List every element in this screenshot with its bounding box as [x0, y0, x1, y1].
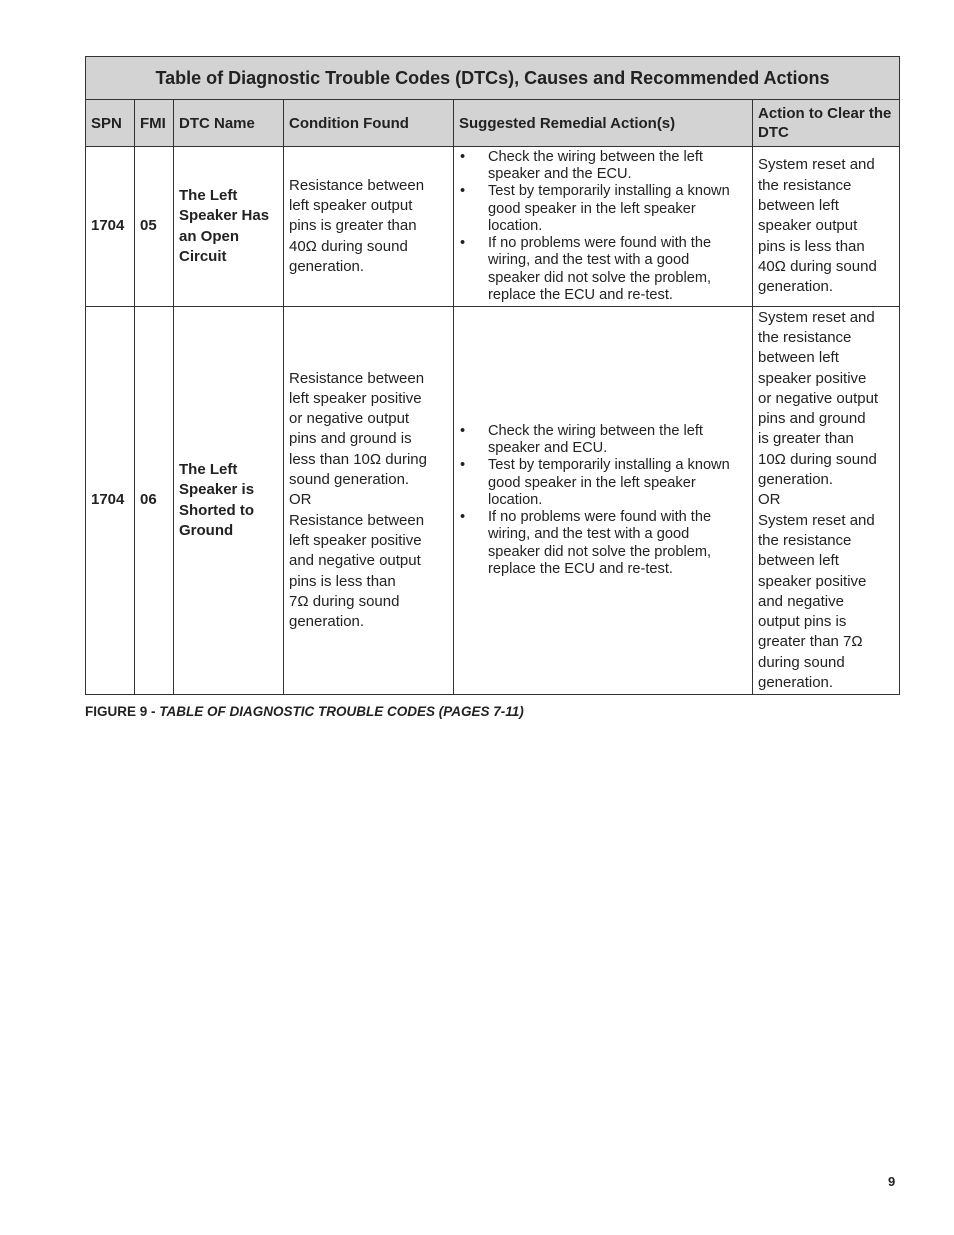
- condition-line: and negative output: [289, 552, 421, 570]
- clear-line: System reset and: [758, 308, 875, 326]
- dtc-name-line: an Open: [179, 227, 240, 245]
- clear-line: 40Ω during sound: [758, 257, 877, 275]
- header-remedial: Suggested Remedial Action(s): [454, 100, 753, 147]
- clear-line: during sound: [758, 653, 845, 671]
- header-dtc-name: DTC Name: [174, 100, 284, 147]
- remedial-item: [459, 149, 748, 183]
- header-condition: Condition Found: [284, 100, 454, 147]
- clear-line: generation.: [758, 278, 834, 296]
- condition-line: generation.: [289, 613, 365, 631]
- clear-line: or negative output: [758, 389, 879, 407]
- dtc-name-line: Shorted to: [179, 501, 254, 519]
- remedial-item: [459, 509, 748, 578]
- remedial-line: wiring, and the test with a good: [488, 252, 690, 269]
- clear-line: generation.: [758, 471, 834, 489]
- remedial-line: • Test by temporarily installing a known: [488, 457, 730, 474]
- remedial-item: [459, 423, 748, 457]
- remedial-line: location.: [488, 217, 543, 234]
- clear-line: OR: [758, 491, 781, 509]
- dtc-name-line: Circuit: [179, 247, 227, 265]
- condition-line: or negative output: [289, 410, 410, 428]
- header-spn: SPN: [86, 100, 135, 147]
- fmi-cell: 06: [135, 307, 174, 695]
- condition-line: pins is greater than: [289, 217, 417, 235]
- remedial-list: [459, 149, 748, 304]
- fmi-cell: 05: [135, 147, 174, 307]
- condition-line: left speaker positive: [289, 531, 422, 549]
- condition-line: 7Ω during sound: [289, 592, 400, 610]
- clear-cell: [753, 307, 900, 695]
- remedial-line: location.: [488, 491, 543, 508]
- header-clear: Action to Clear the DTC: [753, 100, 900, 147]
- remedial-line: wiring, and the test with a good: [488, 526, 690, 543]
- remedial-line: speaker did not solve the problem,: [488, 543, 712, 560]
- condition-line: generation.: [289, 257, 365, 275]
- clear-line: pins and ground: [758, 410, 866, 428]
- clear-line: 10Ω during sound: [758, 450, 877, 468]
- condition-line: Resistance between: [289, 176, 425, 194]
- spn-cell: 1704: [86, 147, 135, 307]
- spn-cell: 1704: [86, 307, 135, 695]
- clear-line: between left: [758, 552, 839, 570]
- remedial-line: • If no problems were found with the: [488, 235, 712, 252]
- condition-line: left speaker positive: [289, 389, 422, 407]
- condition-line: less than 10Ω during: [289, 450, 427, 468]
- clear-line: generation.: [758, 674, 834, 692]
- clear-cell: [753, 147, 900, 307]
- remedial-line: speaker and the ECU.: [488, 166, 632, 183]
- remedial-item: [459, 457, 748, 509]
- clear-line: pins is less than: [758, 237, 865, 255]
- clear-line: speaker positive: [758, 572, 867, 590]
- clear-line: the resistance: [758, 328, 852, 346]
- clear-line: System reset and: [758, 511, 875, 529]
- remedial-line: • Test by temporarily installing a known: [488, 183, 730, 200]
- condition-line: left speaker output: [289, 197, 413, 215]
- remedial-line: good speaker in the left speaker: [488, 200, 696, 217]
- header-fmi: FMI: [135, 100, 174, 147]
- table-title: Table of Diagnostic Trouble Codes (DTCs), Causes and Recommended Actions: [86, 57, 900, 100]
- dtc-name-line: Ground: [179, 521, 234, 539]
- remedial-line: speaker did not solve the problem,: [488, 269, 712, 286]
- clear-line: is greater than: [758, 430, 854, 448]
- dtc-name-line: The Left: [179, 460, 238, 478]
- table-row: [86, 147, 900, 307]
- clear-line: System reset and: [758, 156, 875, 174]
- remedial-item: [459, 235, 748, 304]
- remedial-item: [459, 183, 748, 235]
- dtc-name-cell: [174, 307, 284, 695]
- clear-line: speaker positive: [758, 369, 867, 387]
- dtc-name-line: The Left: [179, 186, 238, 204]
- remedial-cell: [454, 307, 753, 695]
- dtc-name-line: Speaker is: [179, 481, 255, 499]
- remedial-line: • Check the wiring between the left: [488, 149, 703, 166]
- dtc-name-cell: [174, 147, 284, 307]
- clear-line: output pins is: [758, 613, 847, 631]
- clear-line: the resistance: [758, 176, 852, 194]
- clear-line: and negative: [758, 592, 844, 610]
- caption-text: TABLE OF DIAGNOSTIC TROUBLE CODES (PAGES 7-11): [159, 704, 524, 719]
- condition-cell: [284, 307, 454, 695]
- condition-line: 40Ω during sound: [289, 237, 408, 255]
- dtc-table: [85, 56, 900, 695]
- remedial-line: speaker and ECU.: [488, 440, 608, 457]
- remedial-line: • If no problems were found with the: [488, 509, 712, 526]
- condition-line: sound generation.: [289, 471, 410, 489]
- page-number: 9: [888, 1174, 896, 1189]
- clear-line: between left: [758, 197, 839, 215]
- condition-line: pins and ground is: [289, 430, 412, 448]
- dtc-name-line: Speaker Has: [179, 207, 270, 225]
- figure-caption: [85, 704, 524, 719]
- remedial-cell: [454, 147, 753, 307]
- condition-cell: [284, 147, 454, 307]
- clear-line: greater than 7Ω: [758, 633, 863, 651]
- clear-line: speaker output: [758, 217, 858, 235]
- remedial-line: good speaker in the left speaker: [488, 474, 696, 491]
- condition-line: pins is less than: [289, 572, 396, 590]
- remedial-line: • Check the wiring between the left: [488, 423, 703, 440]
- clear-line: the resistance: [758, 531, 852, 549]
- header-row: [86, 100, 900, 147]
- condition-line: Resistance between: [289, 369, 425, 387]
- table-row: [86, 307, 900, 695]
- remedial-line: replace the ECU and re-test.: [488, 560, 673, 577]
- clear-line: between left: [758, 349, 839, 367]
- condition-line: Resistance between: [289, 511, 425, 529]
- remedial-line: replace the ECU and re-test.: [488, 286, 673, 303]
- caption-label: FIGURE 9 -: [85, 704, 160, 719]
- condition-line: OR: [289, 491, 312, 509]
- remedial-list: [459, 423, 748, 578]
